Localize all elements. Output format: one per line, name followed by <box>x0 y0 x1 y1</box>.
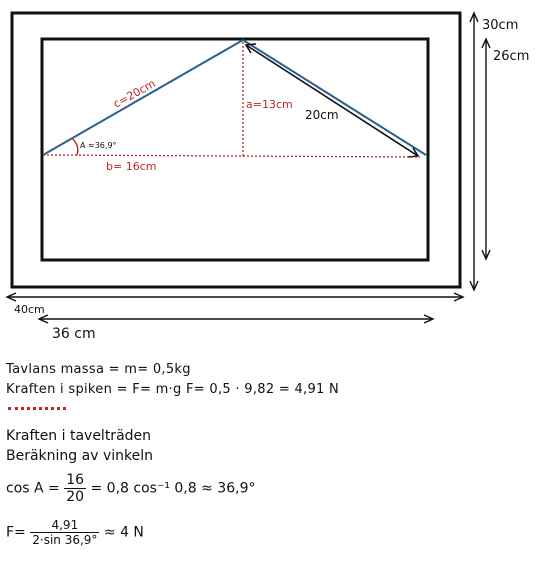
cos-denominator: 20 <box>66 489 85 505</box>
dim-inner-height-label: 26cm <box>493 49 530 64</box>
red-underline-dots <box>8 405 66 410</box>
force-prefix: F= <box>6 524 26 541</box>
dim-outer-width-label: 40cm <box>14 303 45 316</box>
angle-arc <box>72 138 78 155</box>
label-a: a=13cm <box>246 98 293 111</box>
label-c: c=20cm <box>111 76 158 111</box>
cos-fraction <box>64 472 86 505</box>
note-force-result <box>6 518 144 547</box>
label-angle: A ≈36,9° <box>80 141 117 150</box>
base-b-line <box>43 155 420 157</box>
side-c-line <box>43 40 243 155</box>
note-force-nail: Kraften i spiken = F= m·g F= 0,5 · 9,82 = 4,91 N <box>6 382 340 397</box>
cos-rest: = 0,8 cos⁻¹ 0,8 ≈ 36,9° <box>90 480 256 497</box>
force-rest: ≈ 4 N <box>103 524 144 541</box>
cos-prefix: cos A = <box>6 480 60 497</box>
note-mass: Tavlans massa = m= 0,5kg <box>6 362 191 377</box>
label-b: b= 16cm <box>106 160 157 173</box>
force-fraction <box>30 518 99 547</box>
note-cos-equation <box>6 472 255 505</box>
cos-numerator: 16 <box>66 472 85 488</box>
dim-outer-height-label: 30cm <box>482 18 519 33</box>
note-force-wire: Kraften i tavelträden <box>6 428 152 444</box>
dim-inner-width-label: 36 cm <box>52 326 96 342</box>
outer-frame <box>12 13 460 287</box>
force-denominator: 2·sin 36,9° <box>32 533 98 547</box>
label-hyp: 20cm <box>305 108 339 122</box>
note-angle-calc: Beräkning av vinkeln <box>6 448 153 464</box>
force-numerator: 4,91 <box>30 518 99 533</box>
